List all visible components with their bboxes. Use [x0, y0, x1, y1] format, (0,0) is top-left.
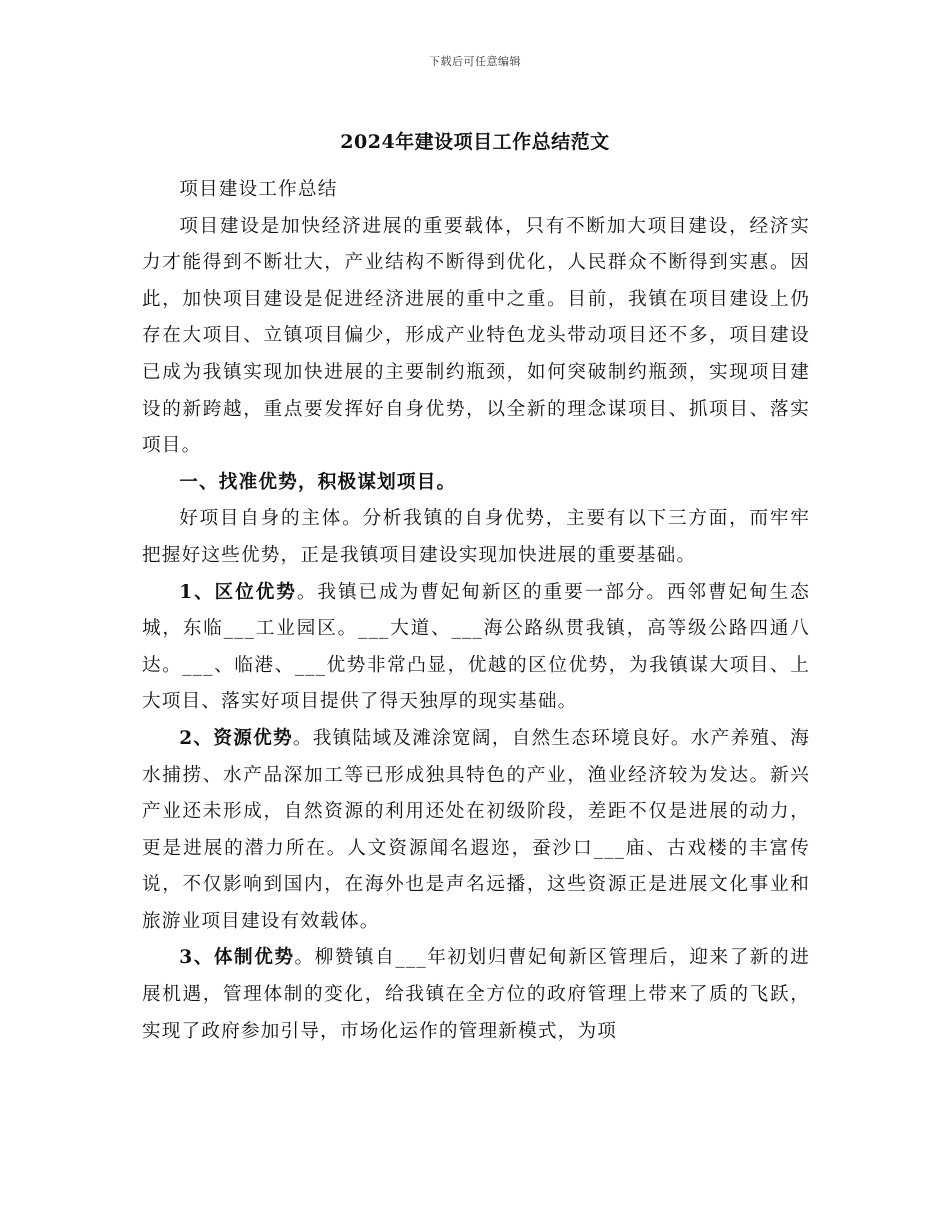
resource-advantage-paragraph — [142, 721, 810, 941]
system-advantage-text: 。柳赞镇自___年初划归曹妃甸新区管理后，迎来了新的进展机遇，管理体制的变化，给我镇在全方位的政府管理上带来了质的飞跃，实现了政府参加引导，市场化运作的管理新模式，为项 — [142, 947, 810, 1042]
document-title: 2024年建设项目工作总结范文 — [340, 131, 610, 153]
header-note: 下载后可任意编辑 — [429, 55, 521, 68]
location-advantage-text: 。我镇已成为曹妃甸新区的重要一部分。西邻曹妃甸生态城，东临___工业园区。___大道、___海公路纵贯我镇，高等级公路四通八达。___、临港、___优势非常凸显，优越的区位优势，为我镇谋大项目、上大项目、落实好项目提供了得天独厚的现实基础。 — [142, 581, 810, 713]
location-advantage-lead: 1、区位优势 — [179, 581, 297, 603]
section-heading-1: 一、找准优势，积极谋划项目。 — [179, 471, 457, 493]
intro-paragraph: 项目建设是加快经济进展的重要载体，只有不断加大项目建设，经济实力才能得到不断壮大，产业结构不断得到优化，人民群众不断得到实惠。因此，加快项目建设是促进经济进展的重中之重。目前，我镇在项目建设上仍存在大项目、立镇项目偏少，形成产业特色龙头带动项目还不多，项目建设已成为我镇实现加快进展的主要制约瓶颈，如何突破制约瓶颈，实现项目建设的新跨越，重点要发挥好自身优势，以全新的理念谋项目、抓项目、落实项目。 — [142, 215, 810, 457]
subtitle-paragraph: 项目建设工作总结 — [179, 179, 338, 200]
document-body — [142, 172, 810, 1050]
location-advantage-paragraph — [142, 575, 810, 721]
system-advantage-lead: 3、体制优势 — [179, 947, 295, 969]
section-1-intro-paragraph: 好项目自身的主体。分析我镇的自身优势，主要有以下三方面，而牢牢把握好这些优势，正是我镇项目建设实现加快进展的重要基础。 — [142, 508, 810, 566]
resource-advantage-lead: 2、资源优势 — [179, 727, 293, 749]
system-advantage-paragraph — [142, 940, 810, 1050]
resource-advantage-text: 。我镇陆域及滩涂宽阔，自然生态环境良好。水产养殖、海水捕捞、水产品深加工等已形成独具特色的产业，渔业经济较为发达。新兴产业还未形成，自然资源的利用还处在初级阶段，差距不仅是进展的动力，更是进展的潜力所在。人文资源闻名遐迩，蚕沙口___庙、古戏楼的丰富传说，不仅影响到国内，在海外也是声名远播，这些资源正是进展文化事业和旅游业项目建设有效载体。 — [142, 727, 810, 932]
